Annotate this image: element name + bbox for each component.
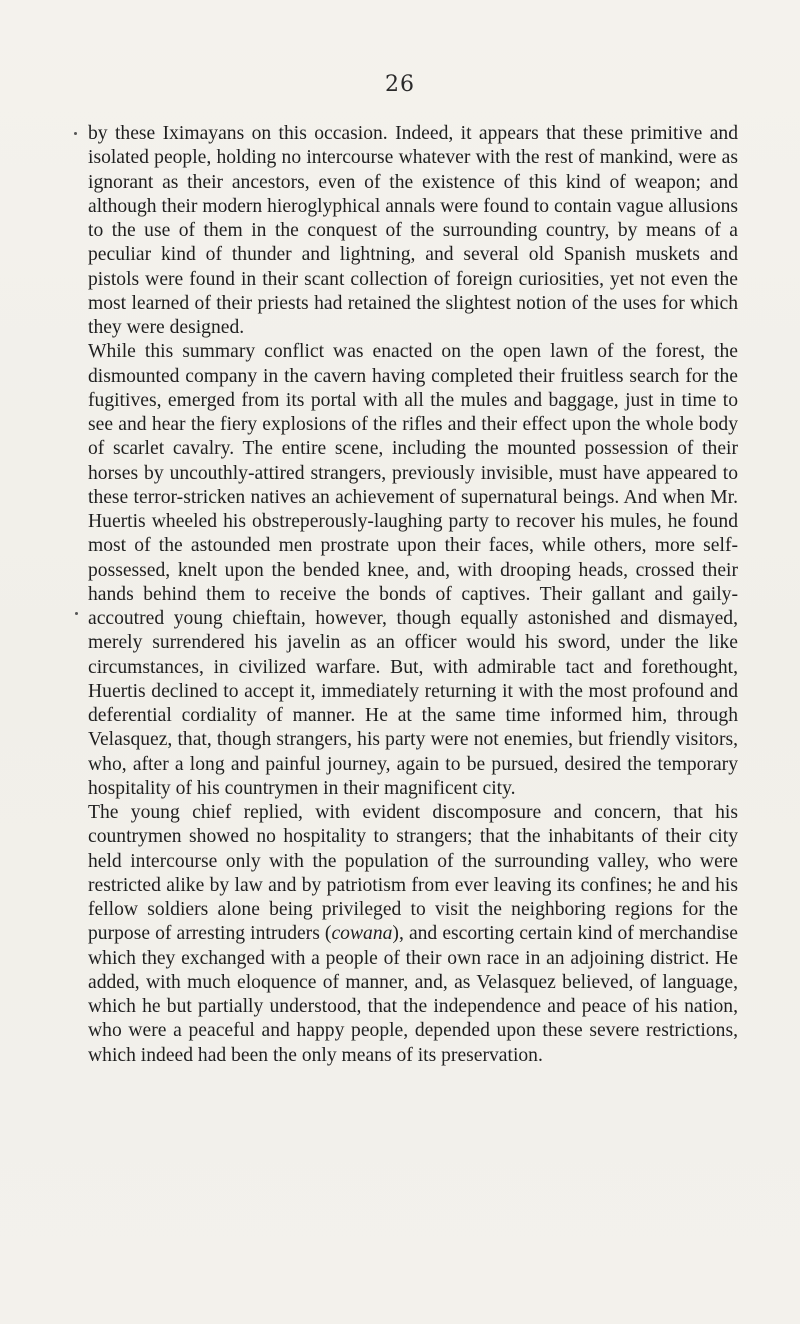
margin-mark: [75, 612, 78, 615]
paragraph-3-text-before: The young chief replied, with evident discomposure and concern, that his countrymen showed no hospitality to strangers; that the inhabitants of their city held intercourse only with the population of the surrounding valley, who were restricted alike by law and by patriotism from ever leaving its confines; he and his fellow soldiers alone being privileged to visit the neighboring regions for the purpose of arresting intruders (: [88, 802, 738, 945]
paragraph-1-text: by these Iximayans on this occasion. Indeed, it appears that these primitive and isolated people, holding no intercourse whatever with the rest of mankind, were as ignorant as their ancestors, even of the existence of this kind of weapon; and although their modern hieroglyphical annals were found to contain vague allusions to the use of them in the conquest of the surrounding country, by means of a peculiar kind of thunder and lightning, and several old Spanish muskets and pistols were found in their scant collection of foreign curiosities, yet not even the most learned of their priests had retained the slightest notion of the uses for which they were designed.: [88, 123, 738, 338]
margin-mark: [74, 132, 77, 135]
paragraph-3-italic-term: cowana: [331, 923, 393, 945]
paragraph-3: [88, 801, 738, 1068]
paragraph-2: [88, 340, 738, 801]
body-text: [88, 122, 738, 1068]
paragraph-3-text-after: ), and escorting certain kind of merchandise which they exchanged with a people of their own race in an adjoining district. He added, with much eloquence of manner, and, as Velasquez believed, of language, which he but partially understood, that the independence and peace of his nation, who were a peaceful and happy people, depended upon these severe restrictions, which indeed had been the only means of its preservation.: [88, 923, 738, 1066]
paragraph-1: [88, 122, 738, 340]
page-number: 26: [385, 72, 415, 97]
paragraph-2-text: While this summary conflict was enacted on the open lawn of the forest, the dismounted company in the cavern having completed their fruitless search for the fugitives, emerged from its portal with all the mules and baggage, just in time to see and hear the fiery explosions of the rifles and their effect upon the whole body of scarlet cavalry. The entire scene, including the mounted possession of their horses by uncouthly-attired strangers, previously invisible, must have appeared to these terror-stricken natives an achievement of supernatural beings. And when Mr. Huertis wheeled his obstreperously-laughing party to recover his mules, he found most of the astounded men prostrate upon their faces, while others, more self-possessed, knelt upon the bended knee, and, with drooping heads, crossed their hands behind them to receive the bonds of captives. Their gallant and gaily-accoutred young chieftain, however, though equally astonished and dismayed, merely surrendered his javelin as an officer would his sword, under the like circumstances, in civilized warfare. But, with admirable tact and forethought, Huertis declined to accept it, immediately returning it with the most profound and deferential cordiality of manner. He at the same time informed him, through Velasquez, that, though strangers, his party were not enemies, but friendly visitors, who, after a long and painful journey, again to be pursued, desired the temporary hospitality of his countrymen in their magnificent city.: [88, 341, 738, 799]
